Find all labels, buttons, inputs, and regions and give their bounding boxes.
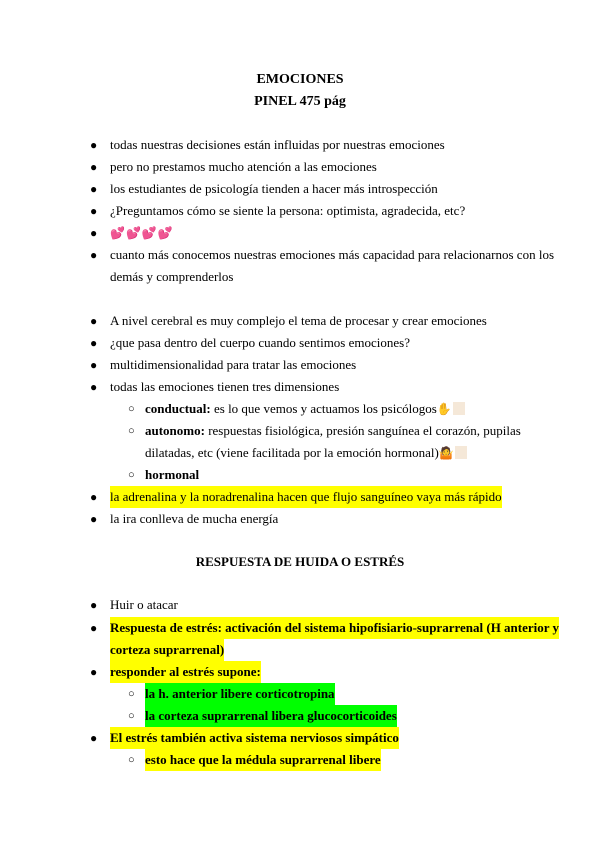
bullet-marker: ● (90, 160, 98, 174)
bullet-marker: ● (90, 248, 98, 262)
dimension-term: hormonal (145, 467, 200, 482)
person-shrugging-icon: 🤷 (438, 446, 454, 460)
list-item-text: cuanto más conocemos nuestras emociones más capacidad para relacionarnos con los (110, 247, 554, 262)
dimension-term: autonomo: (145, 423, 205, 438)
sub-bullet-marker: ○ (128, 469, 135, 481)
list-item-text: los estudiantes de psicología tienden a hacer más introspección (110, 181, 438, 196)
list-item-text: Respuesta de estrés: activación del sistema hipofisiario-suprarrenal (H anterior y (110, 620, 560, 635)
list-item-text: todas las emociones tienen tres dimensiones (110, 379, 340, 394)
bullet-marker: ● (90, 380, 98, 394)
list-item-text: la corteza suprarrenal libera glucocorticoides (145, 708, 397, 723)
bullet-marker: ● (90, 182, 98, 196)
dimension-text: dilatadas, etc (viene facilitada por la emoción hormonal) (145, 445, 439, 460)
section-heading: RESPUESTA DE HUIDA O ESTRÉS (195, 554, 405, 569)
list-item-text: la h. anterior libere corticotropina (145, 686, 335, 701)
bullet-marker: ● (90, 138, 98, 152)
bullet-marker: ● (90, 665, 98, 679)
list-item-text: ¿que pasa dentro del cuerpo cuando sentimos emociones? (110, 335, 410, 350)
bullet-marker: ● (90, 204, 98, 218)
bullet-marker: ● (90, 336, 98, 350)
skin-tone-icon (453, 402, 465, 415)
sub-bullet-marker: ○ (128, 403, 135, 415)
list-item-text: ¿Preguntamos cómo se siente la persona: optimista, agradecida, etc? (110, 203, 466, 218)
dimension-term: conductual: (145, 401, 211, 416)
document-subtitle: PINEL 475 pág (254, 94, 346, 109)
sub-bullet-marker: ○ (128, 710, 135, 722)
bullet-marker: ● (90, 314, 98, 328)
bullet-marker: ● (90, 621, 98, 635)
bullet-marker: ● (90, 512, 98, 526)
list-item-text: multidimensionalidad para tratar las emociones (110, 357, 357, 372)
sub-bullet-marker: ○ (128, 425, 135, 437)
document-title: EMOCIONES (256, 72, 344, 87)
bullet-marker: ● (90, 490, 98, 504)
list-item-text: A nivel cerebral es muy complejo el tema de procesar y crear emociones (110, 313, 487, 328)
bullet-marker: ● (90, 598, 98, 612)
bullet-marker: ● (90, 358, 98, 372)
list-item-text: todas nuestras decisiones están influidas por nuestras emociones (110, 137, 445, 152)
hand-wave-icon: ✋ (436, 402, 452, 416)
dimension-text: respuestas fisiológica, presión sanguínea el corazón, pupilas (204, 423, 521, 438)
sub-bullet-marker: ○ (128, 688, 135, 700)
list-item-text: Huir o atacar (110, 597, 178, 612)
sub-bullet-marker: ○ (128, 754, 135, 766)
two-hearts-icon: 💕💕💕💕 (110, 226, 174, 240)
list-item-text: El estrés también activa sistema nerviosos simpático (110, 730, 399, 745)
list-item-text: la adrenalina y la noradrenalina hacen que flujo sanguíneo vaya más rápido (110, 486, 502, 508)
list-item-text: la ira conlleva de mucha energía (110, 511, 279, 526)
list-item-text: pero no prestamos mucho atención a las emociones (110, 159, 377, 174)
skin-tone-icon (455, 446, 467, 459)
list-item-text: responder al estrés supone: (110, 664, 261, 679)
dimension-text: es lo que vemos y actuamos los psicólogos (210, 401, 437, 416)
bullet-marker: ● (90, 226, 98, 240)
list-item-text: demás y comprenderlos (110, 269, 234, 284)
bullet-marker: ● (90, 731, 98, 745)
list-item-text: esto hace que la médula suprarrenal libere (145, 752, 381, 767)
list-item-text: corteza suprarrenal) (110, 642, 225, 657)
